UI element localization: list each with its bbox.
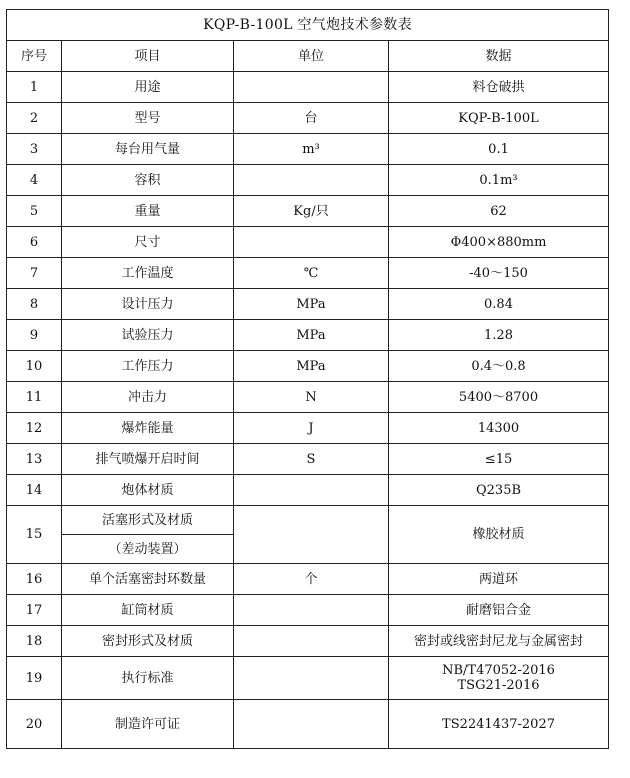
row-item: 试验压力 xyxy=(62,320,234,351)
row-value xyxy=(389,657,609,700)
table-row xyxy=(7,227,609,258)
table-row xyxy=(7,475,609,506)
row-value: 密封或线密封尼龙与金属密封 xyxy=(389,626,609,657)
row-no: 4 xyxy=(7,165,62,196)
row-item: 设计压力 xyxy=(62,289,234,320)
row-value: 0.1 xyxy=(389,134,609,165)
row-item: 执行标准 xyxy=(62,657,234,700)
row-item: 用途 xyxy=(62,72,234,103)
row-unit: Kg/只 xyxy=(234,196,389,227)
row-no: 6 xyxy=(7,227,62,258)
row-unit: ℃ xyxy=(234,258,389,289)
row-item: 工作压力 xyxy=(62,351,234,382)
table-row xyxy=(7,289,609,320)
row-value: 1.28 xyxy=(389,320,609,351)
row-item: 容积 xyxy=(62,165,234,196)
row-item: 重量 xyxy=(62,196,234,227)
row-value-line1: NB/T47052-2016 xyxy=(442,663,555,678)
row-item: 单个活塞密封环数量 xyxy=(62,564,234,595)
row-item: 爆炸能量 xyxy=(62,413,234,444)
row-unit: J xyxy=(234,413,389,444)
row-value: Q235B xyxy=(389,475,609,506)
row-item: 缸筒材质 xyxy=(62,595,234,626)
row-no: 1 xyxy=(7,72,62,103)
row-value: 14300 xyxy=(389,413,609,444)
row-value: 62 xyxy=(389,196,609,227)
table-row xyxy=(7,657,609,700)
row-item: 炮体材质 xyxy=(62,475,234,506)
row-value: 橡胶材质 xyxy=(389,506,609,564)
table-row xyxy=(7,351,609,382)
row-no: 17 xyxy=(7,595,62,626)
table-row xyxy=(7,444,609,475)
row-item: 型号 xyxy=(62,103,234,134)
table-row xyxy=(7,320,609,351)
row-no: 8 xyxy=(7,289,62,320)
table-row xyxy=(7,700,609,749)
row-item: 尺寸 xyxy=(62,227,234,258)
row-no: 5 xyxy=(7,196,62,227)
row-value: 0.1m³ xyxy=(389,165,609,196)
row-unit xyxy=(234,595,389,626)
row-value: 耐磨铝合金 xyxy=(389,595,609,626)
row-value: 0.4～0.8 xyxy=(389,351,609,382)
row-unit xyxy=(234,72,389,103)
row-unit xyxy=(234,657,389,700)
row-value: 料仓破拱 xyxy=(389,72,609,103)
header-no: 序号 xyxy=(7,41,62,72)
row-value: 5400～8700 xyxy=(389,382,609,413)
row-no: 16 xyxy=(7,564,62,595)
title-row xyxy=(7,10,609,41)
table-row xyxy=(7,165,609,196)
row-value: Φ400×880mm xyxy=(389,227,609,258)
table-row xyxy=(7,258,609,289)
row-value: KQP-B-100L xyxy=(389,103,609,134)
row-unit: MPa xyxy=(234,351,389,382)
row-no: 9 xyxy=(7,320,62,351)
row-unit: MPa xyxy=(234,289,389,320)
row-item-line1: 活塞形式及材质 xyxy=(62,506,234,535)
row-item: 冲击力 xyxy=(62,382,234,413)
row-no: 7 xyxy=(7,258,62,289)
row-no: 2 xyxy=(7,103,62,134)
table-row xyxy=(7,413,609,444)
row-unit: MPa xyxy=(234,320,389,351)
row-item: 每台用气量 xyxy=(62,134,234,165)
table-row xyxy=(7,72,609,103)
table-row xyxy=(7,564,609,595)
table-row xyxy=(7,595,609,626)
row-no: 14 xyxy=(7,475,62,506)
table-row xyxy=(7,103,609,134)
header-row xyxy=(7,41,609,72)
row-item: 密封形式及材质 xyxy=(62,626,234,657)
row-no: 19 xyxy=(7,657,62,700)
row-unit: N xyxy=(234,382,389,413)
table-row xyxy=(7,626,609,657)
table-row xyxy=(7,382,609,413)
row-unit: 台 xyxy=(234,103,389,134)
row-value: -40～150 xyxy=(389,258,609,289)
table-row xyxy=(7,506,609,535)
header-item: 项目 xyxy=(62,41,234,72)
row-unit xyxy=(234,227,389,258)
row-unit: S xyxy=(234,444,389,475)
row-unit xyxy=(234,506,389,564)
row-value-line2: TSG21-2016 xyxy=(457,678,540,693)
row-unit xyxy=(234,626,389,657)
table-title: KQP-B-100L 空气炮技术参数表 xyxy=(7,10,609,41)
spec-table xyxy=(6,9,609,749)
row-no: 12 xyxy=(7,413,62,444)
row-item: 排气喷爆开启时间 xyxy=(62,444,234,475)
header-data: 数据 xyxy=(389,41,609,72)
row-value: 0.84 xyxy=(389,289,609,320)
table-row xyxy=(7,196,609,227)
row-item-line2: （差动装置） xyxy=(62,535,234,564)
row-value: 两道环 xyxy=(389,564,609,595)
row-no: 18 xyxy=(7,626,62,657)
table-row xyxy=(7,134,609,165)
row-no: 10 xyxy=(7,351,62,382)
row-unit xyxy=(234,165,389,196)
row-unit xyxy=(234,475,389,506)
header-unit: 单位 xyxy=(234,41,389,72)
row-no: 13 xyxy=(7,444,62,475)
row-no: 3 xyxy=(7,134,62,165)
row-item: 制造许可证 xyxy=(62,700,234,749)
row-unit xyxy=(234,700,389,749)
row-value: ≤15 xyxy=(389,444,609,475)
row-unit: 个 xyxy=(234,564,389,595)
row-unit: m³ xyxy=(234,134,389,165)
row-value: TS2241437-2027 xyxy=(389,700,609,749)
row-no: 15 xyxy=(7,506,62,564)
row-item: 工作温度 xyxy=(62,258,234,289)
row-no: 11 xyxy=(7,382,62,413)
row-no: 20 xyxy=(7,700,62,749)
